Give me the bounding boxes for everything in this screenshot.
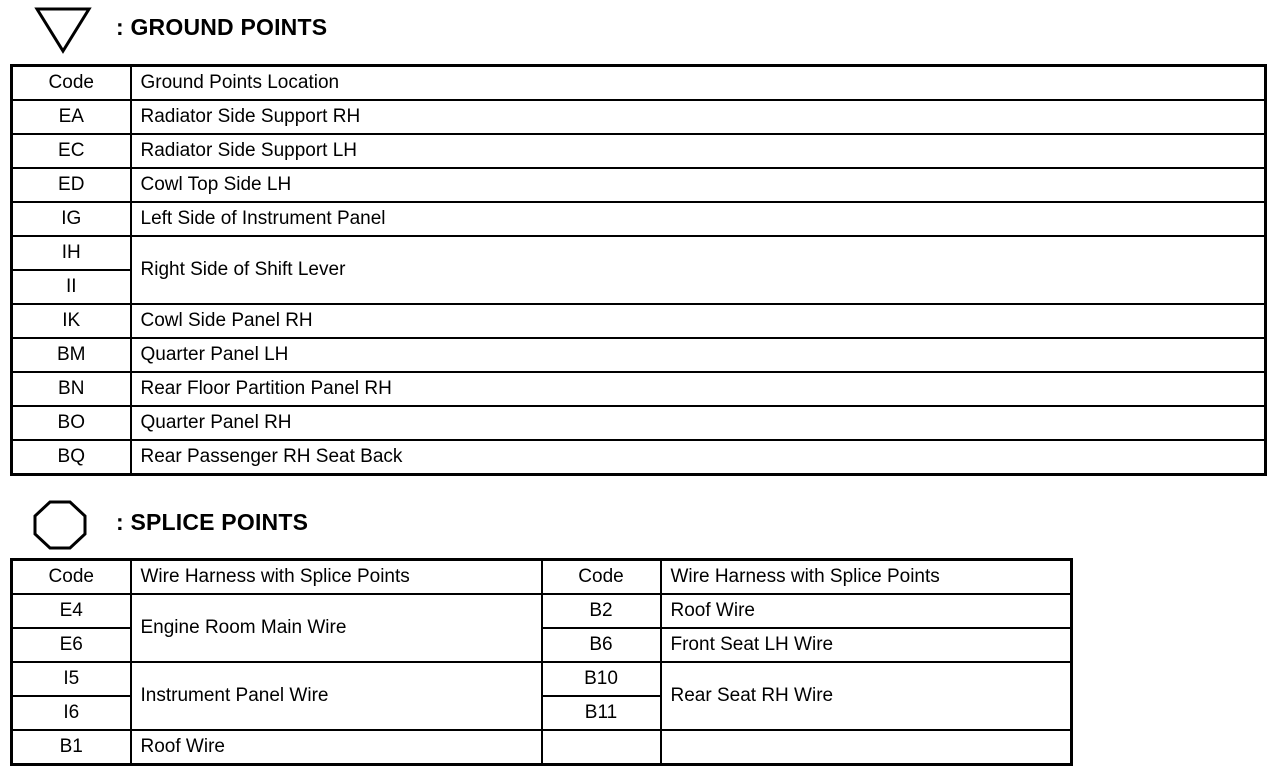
- table-row: [12, 440, 1266, 475]
- code-cell: BQ: [12, 440, 131, 475]
- code-cell: I6: [12, 696, 131, 730]
- harness-cell: Engine Room Main Wire: [131, 594, 542, 662]
- code-cell: E6: [12, 628, 131, 662]
- code-cell: EC: [12, 134, 131, 168]
- table-row: [12, 134, 1266, 168]
- code-cell: I5: [12, 662, 131, 696]
- table-row: [12, 202, 1266, 236]
- harness-cell: Roof Wire: [661, 594, 1072, 628]
- empty-cell: [661, 730, 1072, 765]
- code-cell: B11: [542, 696, 661, 730]
- harness-cell: Roof Wire: [131, 730, 542, 765]
- location-cell: Radiator Side Support LH: [131, 134, 1266, 168]
- location-cell: Left Side of Instrument Panel: [131, 202, 1266, 236]
- table-row: [12, 662, 1072, 696]
- location-cell: Radiator Side Support RH: [131, 100, 1266, 134]
- code-cell: IH: [12, 236, 131, 270]
- empty-cell: [542, 730, 661, 765]
- header-code: Code: [542, 560, 661, 595]
- table-row: [12, 406, 1266, 440]
- code-cell: BM: [12, 338, 131, 372]
- table-row: [12, 372, 1266, 406]
- harness-cell: Rear Seat RH Wire: [661, 662, 1072, 730]
- location-cell: Cowl Side Panel RH: [131, 304, 1266, 338]
- table-row: [12, 594, 1072, 628]
- table-row: [12, 730, 1072, 765]
- octagon-icon: [32, 499, 88, 551]
- location-cell: Rear Passenger RH Seat Back: [131, 440, 1266, 475]
- location-cell: Right Side of Shift Lever: [131, 236, 1266, 304]
- table-row: [12, 168, 1266, 202]
- harness-cell: Front Seat LH Wire: [661, 628, 1072, 662]
- code-cell: B10: [542, 662, 661, 696]
- header-location: Ground Points Location: [131, 66, 1266, 101]
- ground-points-title: : GROUND POINTS: [116, 14, 328, 40]
- code-cell: E4: [12, 594, 131, 628]
- code-cell: B6: [542, 628, 661, 662]
- code-cell: BN: [12, 372, 131, 406]
- code-cell: B2: [542, 594, 661, 628]
- table-row: [12, 304, 1266, 338]
- table-row: [12, 100, 1266, 134]
- table-header-row: [12, 560, 1072, 595]
- triangle-down-icon: [33, 6, 93, 54]
- location-cell: Quarter Panel RH: [131, 406, 1266, 440]
- ground-points-table: [10, 64, 1267, 476]
- code-cell: IK: [12, 304, 131, 338]
- code-cell: IG: [12, 202, 131, 236]
- location-cell: Cowl Top Side LH: [131, 168, 1266, 202]
- header-harness: Wire Harness with Splice Points: [661, 560, 1072, 595]
- table-header-row: [12, 66, 1266, 101]
- code-cell: ED: [12, 168, 131, 202]
- table-row: [12, 236, 1266, 270]
- location-cell: Rear Floor Partition Panel RH: [131, 372, 1266, 406]
- header-code: Code: [12, 560, 131, 595]
- code-cell: EA: [12, 100, 131, 134]
- table-row: [12, 338, 1266, 372]
- header-harness: Wire Harness with Splice Points: [131, 560, 542, 595]
- splice-points-table: [10, 558, 1073, 766]
- header-code: Code: [12, 66, 131, 101]
- splice-points-title: : SPLICE POINTS: [116, 509, 309, 535]
- code-cell: BO: [12, 406, 131, 440]
- code-cell: B1: [12, 730, 131, 765]
- code-cell: II: [12, 270, 131, 304]
- harness-cell: Instrument Panel Wire: [131, 662, 542, 730]
- location-cell: Quarter Panel LH: [131, 338, 1266, 372]
